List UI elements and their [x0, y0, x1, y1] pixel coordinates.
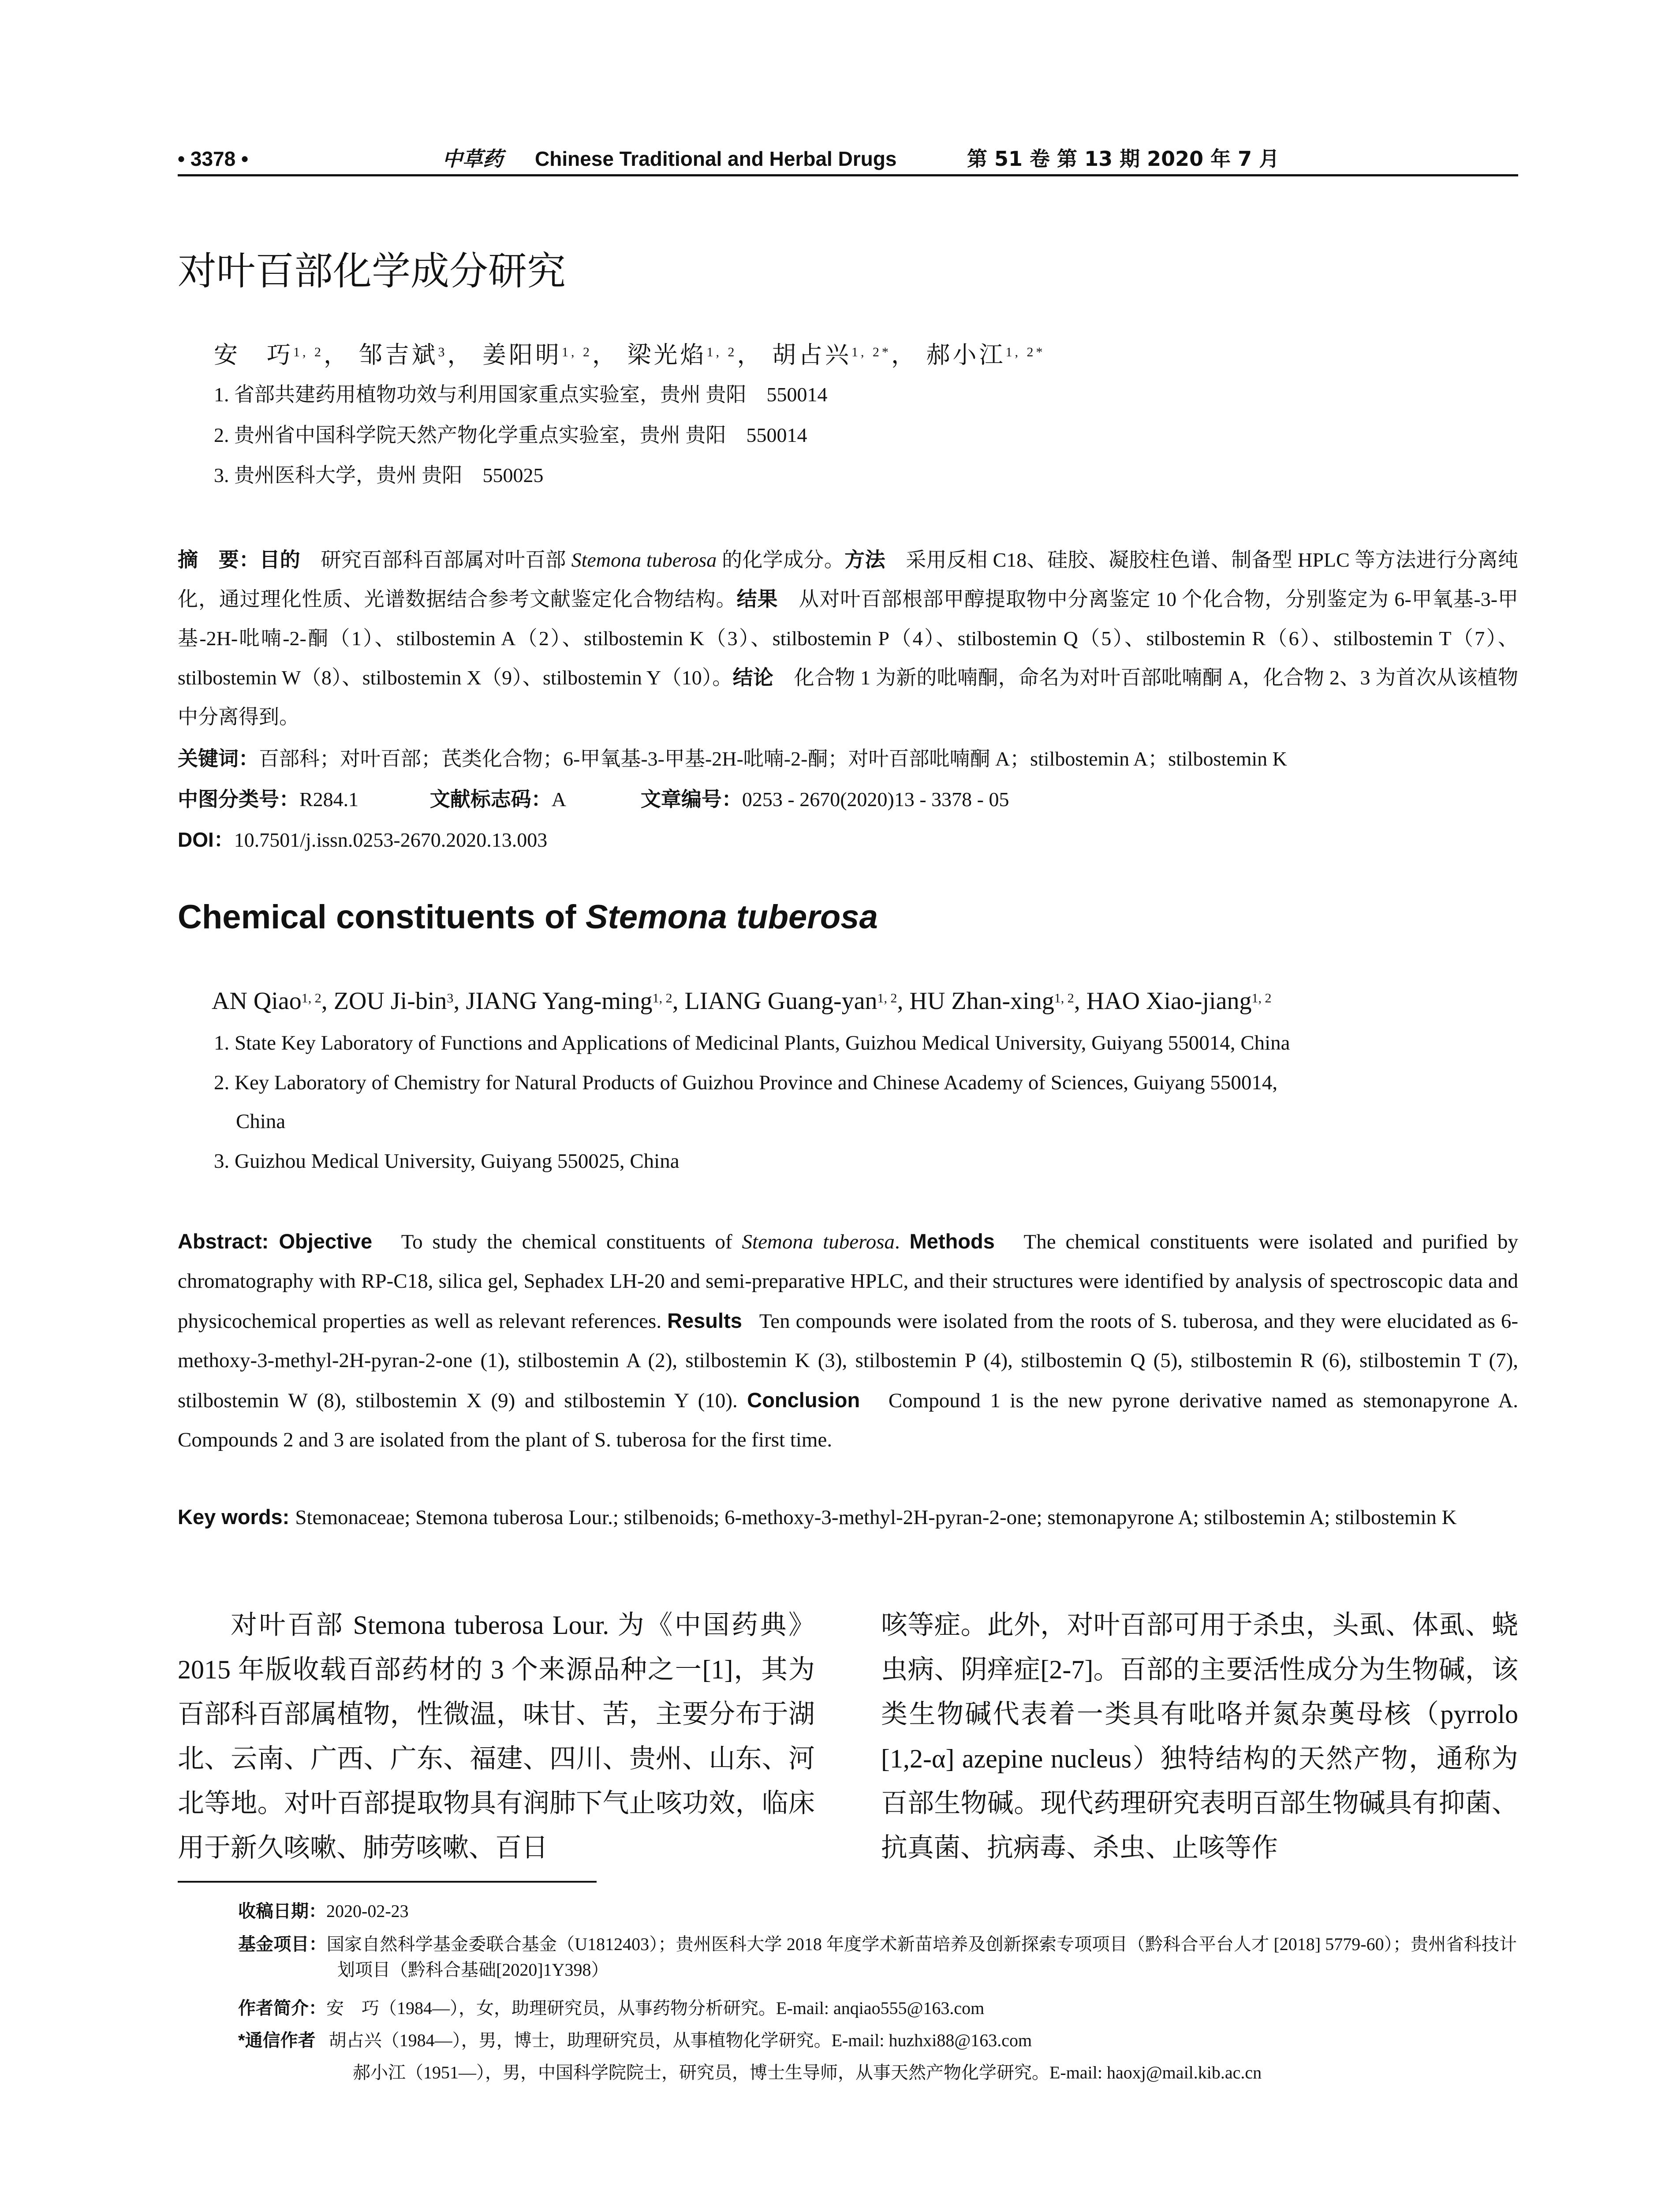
author-affiliation-mark: 1, 2 — [877, 991, 897, 1005]
doc-code-label: 文献标志码： — [429, 788, 552, 811]
author-name: 安 巧 — [214, 342, 293, 368]
author-affiliation-mark: 1, 2* — [1005, 345, 1045, 359]
author-affiliation-mark: 3 — [438, 345, 448, 359]
author-separator: ， — [737, 342, 764, 368]
author-separator: , — [672, 987, 685, 1015]
fund-text: 国家自然科学基金委联合基金（U1812403）；贵州医科大学 2018 年度学术新苗培养及创新探索专项项目（黔科合平台人才 [2018] 5779-60）；贵州省科技计划项目（黔科合基础[2020]1Y398） — [326, 1934, 1517, 1980]
page-number: • 3378 • — [178, 147, 249, 170]
keywords-label: Key words: — [178, 1505, 295, 1529]
author-affiliation-mark: 1, 2 — [293, 345, 324, 359]
doi-line — [178, 824, 547, 856]
fund-label: 基金项目： — [238, 1935, 327, 1954]
affiliation-en: China — [236, 1110, 286, 1133]
methods-text: The chemical constituents were isolated and purified by chromatography with RP-C18, silica gel, Sephadex LH-20 and semi-preparative HPLC, and their structures were identified by analysis of spectroscopic data and physicochemical properties as well as relevant references. — [178, 1230, 1519, 1333]
conclusion-label: 结论 — [732, 666, 774, 689]
objective-label: 目的 — [259, 548, 301, 571]
author-name: 胡占兴 — [772, 342, 851, 368]
abstract-label: 摘 要： — [178, 548, 260, 571]
affiliation-cn: 1. 省部共建药用植物功效与利用国家重点实验室，贵州 贵阳 550014 — [214, 383, 828, 406]
abstract-en — [178, 1222, 1518, 1460]
body-column-left: 对叶百部 Stemona tuberosa Lour. 为《中国药典》2015 年版收载百部药材的 3 个来源品种之一[1]，其为百部科百部属植物，性微温，味甘、苦，主要分布于湖北、云南、广西、广东、福建、四川、贵州、山东、河北等地。对叶百部提取物具有润肺下气止咳功效，临床用于新久咳嗽、肺劳咳嗽、百日 — [178, 1611, 815, 1862]
clc-label: 中图分类号： — [178, 788, 299, 811]
abstract-cn — [178, 540, 1518, 736]
author-name: 梁光焰 — [627, 342, 707, 368]
running-header — [178, 143, 1518, 179]
objective-label: Objective — [279, 1230, 373, 1253]
author-name: 姜阳明 — [482, 342, 562, 368]
author-name: 郝小江 — [926, 342, 1006, 368]
author-affiliation-mark: 1, 2* — [851, 345, 891, 359]
results-text: Ten compounds were isolated from the roots of S. tuberosa, and they were elucidated as 6-methoxy-3-methyl-2H-pyran-2-one (1), stilbostemin A (2), stilbostemin K (3), stilbostemin P (4), stilbostemin Q (5), stilbostemin R (6), stilbostemin T (7), stilbostemin W (8), stilbostemin X (9) and stilbostemin Y (10). — [178, 1310, 1519, 1412]
results-label: Results — [667, 1309, 742, 1332]
affiliation-en: 2. Key Laboratory of Chemistry for Natural Products of Guizhou Province and Chinese Academy of Sciences, Guiyang 550014, — [214, 1071, 1278, 1094]
results-label: 结果 — [736, 587, 778, 610]
article-title-en — [178, 895, 878, 939]
author-separator: , — [897, 987, 910, 1015]
article-no-label: 文章编号： — [640, 788, 742, 811]
journal-name-cn: 中草药 — [442, 147, 503, 171]
author-separator: ， — [592, 342, 619, 368]
author-separator: ， — [324, 342, 350, 368]
author-name: AN Qiao — [212, 987, 302, 1015]
objective-text: To study the chemical constituents of — [401, 1230, 742, 1253]
author-list-en — [212, 983, 1272, 1019]
methods-text: 采用反相 C18、硅胶、凝胶柱色谱、制备型 HPLC 等方法进行分离纯化，通过理化性质、光谱数据结合参考文献鉴定化合物结构。 — [178, 549, 1519, 610]
issue-info: 第 51 卷 第 13 期 2020 年 7 月 — [967, 147, 1280, 171]
author-affiliation-mark: 3 — [447, 991, 454, 1005]
title-en-main: Chemical constituents of — [178, 898, 586, 936]
results-text: 从对叶百部根部甲醇提取物中分离鉴定 10 个化合物，分别鉴定为 6-甲氧基-3-甲基-2H-吡喃-2-酮（1）、stilbostemin A（2）、stilbostemin K（3）、stilbostemin P（4）、stilbostemin Q（5）、stilbostemin R（6）、stilbostemin T（7）、stilbostemin W（8）、stilbostemin X（9）、stilbostemin Y（10）。 — [178, 588, 1519, 689]
author-bio-text: 安 巧（1984—），女，助理研究员，从事药物分析研究。E-mail: anqiao555@163.com — [326, 1998, 985, 2018]
author-separator: , — [321, 987, 334, 1015]
author-list-cn — [214, 337, 1045, 373]
footnote-received — [238, 1899, 1517, 1924]
received-date: 2020-02-23 — [326, 1901, 409, 1921]
author-separator: , — [453, 987, 466, 1015]
methods-label: 方法 — [844, 548, 885, 571]
keywords-text: Stemonaceae; Stemona tuberosa Lour.; stilbenoids; 6-methoxy-3-methyl-2H-pyran-2-one; stemonapyrone A; stilbostemin A; stilbostemin K — [295, 1506, 1457, 1529]
affiliation-cn: 3. 贵州医科大学，贵州 贵阳 550025 — [214, 464, 544, 486]
classification-line — [178, 784, 1009, 815]
keywords-cn — [178, 743, 1287, 774]
author-affiliation-mark: 1, 2 — [301, 991, 321, 1005]
affiliation-en: 3. Guizhou Medical University, Guiyang 550025, China — [214, 1150, 679, 1173]
corresponding-author-1: 胡占兴（1984—），男，博士，助理研究员，从事植物化学研究。E-mail: huzhxi88@163.com — [329, 2030, 1032, 2050]
author-affiliation-mark: 1, 2 — [1251, 991, 1272, 1005]
received-label: 收稿日期： — [238, 1902, 326, 1921]
footnote-author — [238, 1996, 1517, 2021]
author-affiliation-mark: 1, 2 — [562, 345, 592, 359]
body-column-right: 咳等症。此外，对叶百部可用于杀虫，头虱、体虱、蛲虫病、阴痒症[2-7]。百部的主要活性成分为生物碱，该类生物碱代表着一类具有吡咯并氮杂薁母核（pyrrolo [1,2-α] azepine nucleus）独特结构的天然产物，通称为百部生物碱。现代药理研究表明百部生物碱具有抑菌、抗真菌、抗病毒、杀虫、止咳等作 — [881, 1611, 1518, 1862]
keywords-label: 关键词： — [178, 747, 259, 770]
objective-tail: . — [895, 1230, 900, 1253]
author-name: ZOU Ji-bin — [333, 987, 447, 1015]
affiliation-en: 1. State Key Laboratory of Functions and Applications of Medicinal Plants, Guizhou Medical University, Guiyang 550014, China — [214, 1031, 1290, 1054]
author-bio-label: 作者简介： — [238, 1999, 326, 2018]
author-name: 邹吉斌 — [358, 342, 438, 368]
doi-link[interactable]: 10.7501/j.issn.0253-2670.2020.13.003 — [234, 829, 548, 851]
author-name: LIANG Guang-yan — [684, 987, 877, 1015]
conclusion-label: Conclusion — [747, 1388, 860, 1412]
author-name: HAO Xiao-jiang — [1086, 987, 1252, 1015]
affiliation-cn: 2. 贵州省中国科学院天然产物化学重点实验室，贵州 贵阳 550014 — [214, 424, 807, 446]
objective-tail: 的化学成分。 — [717, 549, 845, 571]
clc-value: R284.1 — [299, 788, 359, 811]
conclusion-text: 化合物 1 为新的吡喃酮，命名为对叶百部吡喃酮 A，化合物 2、3 为首次从该植物中分离得到。 — [178, 666, 1519, 728]
article-title-cn: 对叶百部化学成分研究 — [178, 248, 566, 294]
author-separator: ， — [447, 342, 474, 368]
conclusion-text: Compound 1 is the new pyrone derivative named as stemonapyrone A. Compounds 2 and 3 are isolated from the plant of S. tuberosa for the first time. — [178, 1389, 1519, 1451]
title-en-species: Stemona tuberosa — [585, 898, 878, 936]
author-affiliation-mark: 1, 2 — [706, 345, 737, 359]
header-rule — [178, 174, 1518, 176]
author-separator: ， — [891, 342, 918, 368]
article-no-value: 0253 - 2670(2020)13 - 3378 - 05 — [742, 788, 1009, 811]
objective-text: 研究百部科百部属对叶百部 — [321, 549, 571, 571]
species-name: Stemona tuberosa — [571, 549, 717, 571]
footnote-fund — [238, 1932, 1517, 1983]
species-name: Stemona tuberosa — [742, 1230, 895, 1253]
methods-label: Methods — [909, 1230, 995, 1253]
doi-label: DOI： — [178, 828, 234, 851]
corresponding-author-2: 郝小江（1951—），男，中国科学院院士，研究员，博士生导师，从事天然产物化学研究。E-mail: haoxj@mail.kib.ac.cn — [353, 2063, 1262, 2082]
abstract-label: Abstract: — [178, 1230, 279, 1253]
keywords-en — [178, 1497, 1518, 1537]
author-name: JIANG Yang-ming — [466, 987, 653, 1015]
footnote-corresponding — [238, 2028, 1517, 2053]
doc-code-value: A — [551, 788, 565, 811]
author-affiliation-mark: 1, 2 — [1054, 991, 1074, 1005]
journal-name-en: Chinese Traditional and Herbal Drugs — [535, 147, 897, 170]
corresponding-label: *通信作者 — [238, 2031, 316, 2050]
keywords-text: 百部科；对叶百部；芪类化合物；6-甲氧基-3-甲基-2H-吡喃-2-酮；对叶百部吡喃酮 A；stilbostemin A；stilbostemin K — [259, 747, 1287, 770]
footnote-rule — [178, 1881, 597, 1883]
author-separator: , — [1074, 987, 1086, 1015]
author-affiliation-mark: 1, 2 — [652, 991, 672, 1005]
author-name: HU Zhan-xing — [909, 987, 1054, 1015]
